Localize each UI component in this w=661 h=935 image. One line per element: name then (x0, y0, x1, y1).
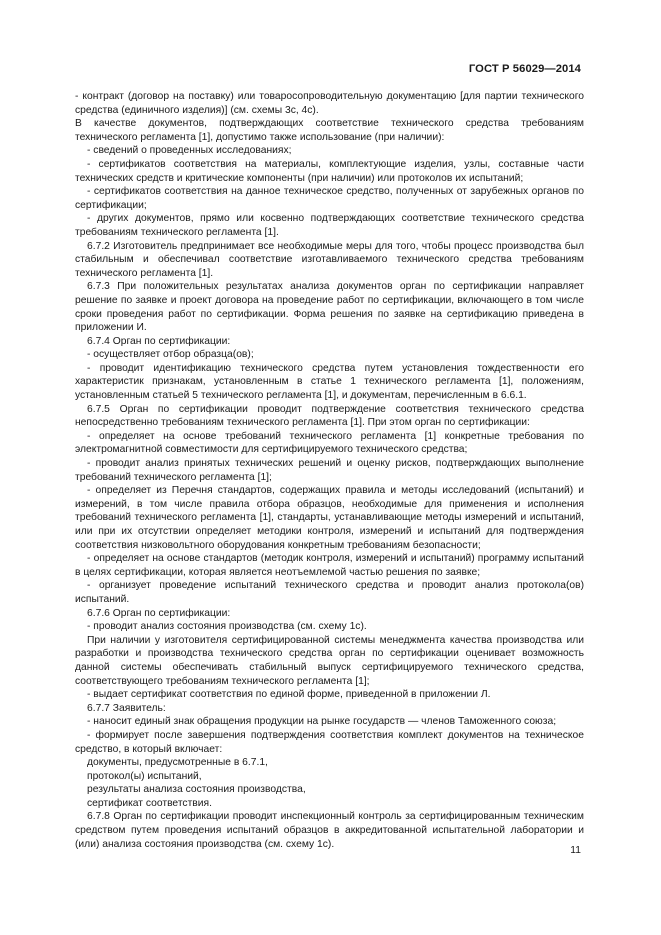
document-body (75, 90, 584, 851)
paragraph: - проводит анализ принятых технических решений и оценку рисков, подтверждающих выполнение требований технического регламента [1]; (75, 458, 584, 483)
paragraph: 6.7.4 Орган по сертификации: (87, 335, 231, 347)
paragraph: - проводит идентификацию технического средства путем установления тождественности его характеристик признакам, установленным в статье 1 технического регламента [1], положениям, установленным статьей 5 технического регламента [1], и документам, перечисленным в 6.6.1. (75, 362, 584, 402)
paragraph: В качестве документов, подтверждающих соответствие технического средства требованиям технического регламента [1], допустимо также использование (при наличии): (75, 118, 584, 143)
paragraph: протокол(ы) испытаний, (87, 770, 202, 782)
paragraph: - определяет на основе требований технического регламента [1] конкретные требования по электромагнитной совместимости для сертифицируемого технического средства; (75, 430, 584, 456)
paragraph: результаты анализа состояния производства, (87, 784, 306, 796)
paragraph: - наносит единый знак обращения продукции на рынке государств — членов Таможенного союза; (87, 716, 557, 728)
paragraph: 6.7.2 Изготовитель предпринимает все необходимые меры для того, чтобы процесс производства был стабильным и обеспечивал соответствие изготавливаемого технического средства требованиям технического регламента [1]. (75, 240, 584, 279)
paragraph: - сертификатов соответствия на данное техническое средство, полученных от зарубежных органов по сертификации; (75, 186, 584, 211)
paragraph: сертификат соответствия. (87, 797, 212, 809)
paragraph: - определяет на основе стандартов (методик контроля, измерений и испытаний) программу испытаний в целях сертификации, которая является неотъемлемой частью решения по заявке; (75, 553, 584, 578)
paragraph: При наличии у изготовителя сертифицированной системы менеджмента качества производства или разработки и производства технического средства орган по сертификации оценивает возможность данной системы обеспечивать стабильный выпуск сертифицируемого технического средства, соответствующего требованиям технического регламента [1]; (75, 634, 584, 687)
standard-header: ГОСТ Р 56029—2014 (468, 63, 581, 75)
paragraph: 6.7.8 Орган по сертификации проводит инспекционный контроль за сертифицированным техническим средством путем проведения испытаний образцов в аккредитованной испытательной лаборатории и (или) анализа состояния производства (см. схему 1с). (75, 811, 584, 850)
paragraph: документы, предусмотренные в 6.7.1, (87, 757, 268, 769)
paragraph: 6.7.7 Заявитель: (87, 702, 166, 714)
paragraph: - определяет из Перечня стандартов, содержащих правила и методы исследований (испытаний) и измерений, в том числе правила отбора образцов, необходимые для применения и исполнения требований технического регламента [1], стандарты, устанавливающие методы измерений и испытаний, или при их отсутствии определяет методики контроля, измерений и испытаний для подтверждения соответствия низковольтного оборудования конкретным требованиям безопасности; (75, 485, 584, 551)
paragraph: 6.7.3 При положительных результатах анализа документов орган по сертификации направляет решение по заявке и проект договора на проведение работ по сертификации, включающего в том числе сроки проведения работ по сертификации. Форма решения по заявке на сертификацию приведена в приложении И. (75, 281, 584, 334)
paragraph: 6.7.5 Орган по сертификации проводит подтверждение соответствия технического средства непосредственно требованиям технического регламента [1]. При этом орган по сертификации: (75, 403, 584, 429)
paragraph: - осуществляет отбор образца(ов); (87, 349, 254, 361)
paragraph: - выдает сертификат соответствия по единой форме, приведенной в приложении Л. (87, 689, 491, 701)
paragraph: - проводит анализ состояния производства (см. схему 1с). (87, 621, 367, 633)
paragraph: 6.7.6 Орган по сертификации: (87, 607, 231, 619)
paragraph: - сведений о проведенных исследованиях; (87, 145, 292, 157)
paragraph: - формирует после завершения подтверждения соответствия комплект документов на техническое средство, в который включает: (75, 729, 584, 755)
paragraph: - сертификатов соответствия на материалы, комплектующие изделия, узлы, составные части технических средств и критические компоненты (при наличии) или протоколов их испытаний; (75, 158, 584, 184)
paragraph: - контракт (договор на поставку) или товаросопроводительную документацию [для партии технического средства (единичного изделия)] (см. схемы 3с, 4с). (75, 91, 584, 116)
paragraph: - организует проведение испытаний технического средства и проводит анализ протокола(ов) испытаний. (75, 580, 584, 605)
paragraph: - других документов, прямо или косвенно подтверждающих соответствие технического средства требованиям технического регламента [1]. (75, 213, 584, 238)
page-number: 11 (570, 845, 581, 856)
